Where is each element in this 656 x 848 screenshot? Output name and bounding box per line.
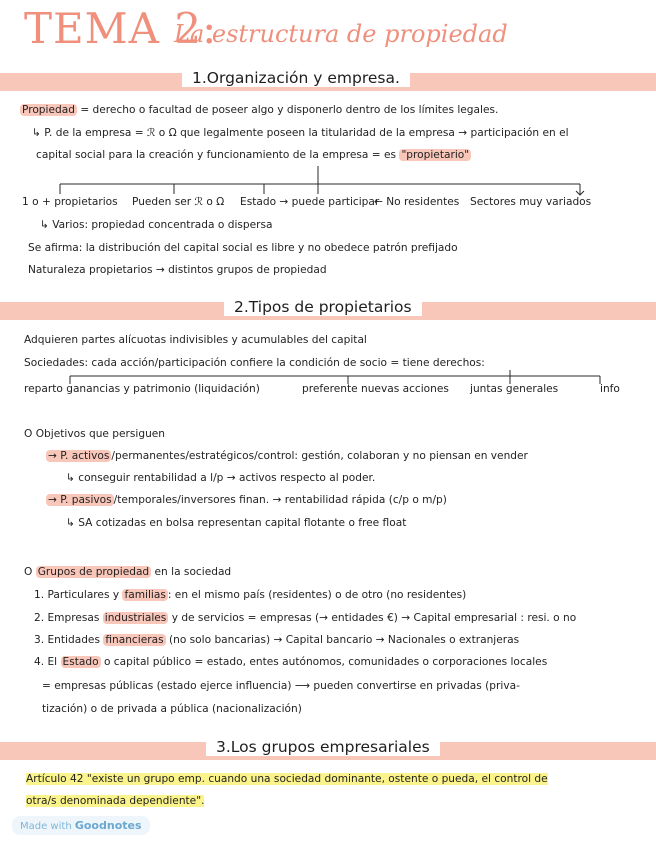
- grupo-4-line-3: tización) o de privada a pública (nacionalización): [42, 703, 302, 715]
- grupos-title: O Grupos de propiedad en la sociedad: [24, 566, 232, 578]
- goodnotes-brand: Goodnotes: [74, 819, 142, 832]
- branch-pueden-ser: Pueden ser ℛ o Ω: [132, 196, 225, 208]
- sociedades-line: Sociedades: cada acción/participación confiere la condición de socio = tiene derechos:: [24, 357, 485, 369]
- activos-highlight: → P. activos: [48, 450, 110, 462]
- derecho-reparto: reparto ganancias y patrimonio (liquidación): [24, 383, 260, 395]
- articulo-line-2: otra/s denominada dependiente".: [26, 795, 205, 807]
- propietario-line-2: capital social para la creación y funcionamiento de la empresa = es "propietario": [36, 149, 470, 161]
- grupos-highlight: Grupos de propiedad: [37, 566, 150, 578]
- varios-line: ↳ Varios: propiedad concentrada o dispersa: [40, 219, 273, 231]
- familias-highlight: familias: [124, 589, 166, 601]
- branch-estado: Estado → puede participar: [240, 196, 380, 208]
- propiedad-highlight: Propiedad: [22, 104, 75, 116]
- goodnotes-badge[interactable]: Made with Goodnotes: [12, 816, 150, 835]
- grupo-4: 4. El Estado o capital público = estado, entes autónomos, comunidades o corporaciones locales: [34, 656, 548, 668]
- grupo-3: 3. Entidades financieras (no solo bancarias) → Capital bancario → Nacionales o extranjeras: [34, 634, 520, 646]
- page-subtitle: La estructura de propiedad: [174, 20, 508, 48]
- estado-highlight: Estado: [62, 656, 99, 668]
- grupo-2: 2. Empresas industriales y de servicios = empresas (→ entidades €) → Capital empresarial : resi. o no: [34, 612, 577, 624]
- propietario-line-1: ↳ P. de la empresa = ℛ o Ω que legalmente poseen la titularidad de la empresa → participación en el: [32, 127, 569, 139]
- objetivos-title: O Objetivos que persiguen: [24, 428, 166, 440]
- financieras-highlight: financieras: [105, 634, 164, 646]
- page-title: TEMA 2:: [24, 4, 218, 53]
- naturaleza-line: Naturaleza propietarios → distintos grupos de propiedad: [28, 264, 327, 276]
- grupo-4-line-2: = empresas públicas (estado ejerce influencia) ⟶ pueden convertirse en privadas (priva-: [42, 680, 520, 692]
- section-title-1: 1.Organización y empresa.: [182, 69, 410, 87]
- grupo-1: 1. Particulares y familias : en el mismo país (residentes) o de otro (no residentes): [34, 589, 467, 601]
- branch-no-residentes: ← No residentes: [374, 196, 460, 208]
- objetivo-pasivos: → P. pasivos /temporales/inversores finan. → rentabilidad rápida (c/p o m/p): [48, 494, 447, 506]
- propiedad-definition: Propiedad = derecho o facultad de poseer algo y disponerlo dentro de los límites legales.: [22, 104, 499, 116]
- branch-propietarios: 1 o + propietarios: [22, 196, 118, 208]
- objetivo-activos: → P. activos /permanentes/estratégicos/control: gestión, colaboran y no piensan en vender: [48, 450, 528, 462]
- objetivo-pasivos-sub: ↳ SA cotizadas en bolsa representan capital flotante o free float: [66, 517, 407, 529]
- afirma-line: Se afirma: la distribución del capital social es libre y no obedece patrón prefijado: [28, 242, 458, 254]
- derecho-info: info: [600, 383, 620, 395]
- articulo-line-1: Artículo 42 "existe un grupo emp. cuando una sociedad dominante, ostente o pueda, el control de: [26, 773, 548, 785]
- propietario-highlight: "propietario": [401, 149, 470, 161]
- branch-sectores: Sectores muy variados: [470, 196, 592, 208]
- derecho-preferente: preferente nuevas acciones: [302, 383, 449, 395]
- propietarios-tree: [0, 164, 656, 200]
- section-title-3: 3.Los grupos empresariales: [206, 738, 440, 756]
- objetivo-activos-sub: ↳ conseguir rentabilidad a l/p → activos respecto al poder.: [66, 472, 376, 484]
- section-title-2: 2.Tipos de propietarios: [224, 298, 422, 316]
- derecho-juntas: juntas generales: [470, 383, 559, 395]
- industriales-highlight: industriales: [104, 612, 167, 624]
- adquieren-line: Adquieren partes alícuotas indivisibles y acumulables del capital: [24, 334, 367, 346]
- pasivos-highlight: → P. pasivos: [48, 494, 112, 506]
